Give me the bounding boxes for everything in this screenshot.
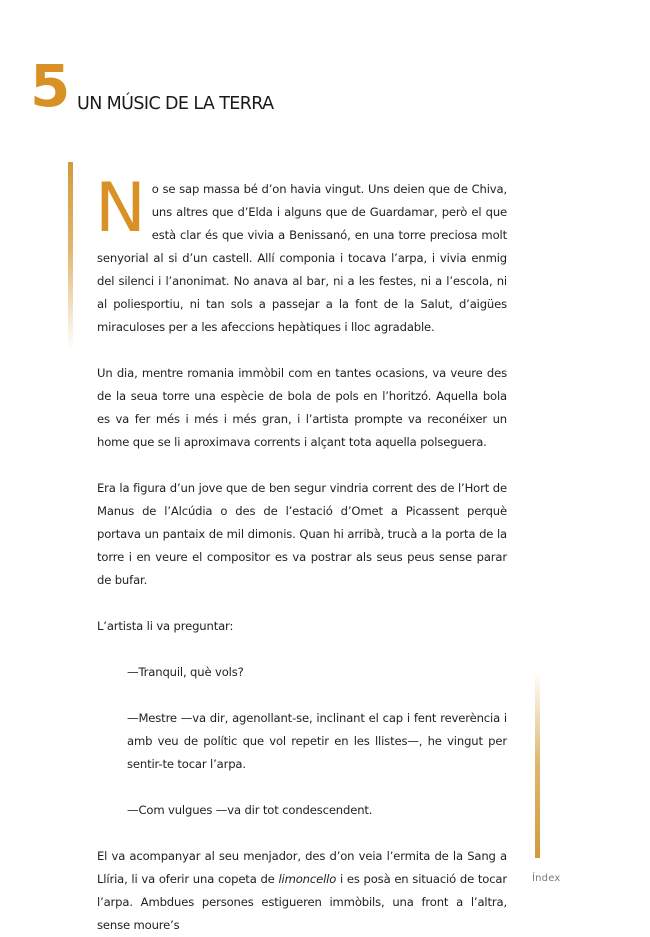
- drop-cap: N: [95, 169, 146, 248]
- chapter-title: UN MÚSIC DE LA TERRA: [77, 94, 274, 114]
- paragraph: L’artista li va preguntar:: [97, 619, 234, 633]
- paragraph-text: i es posà en situació de tocar l’arpa. Ambdues persones estigueren immòbils, una front a l’altra, sense moure’s: [97, 872, 507, 932]
- paragraph-text: El va acompanyar al seu menjador, des d’on veia l’ermita de la Sang a Llíria, li va oferir una copeta de: [97, 849, 507, 886]
- paragraph: [97, 845, 507, 937]
- decorative-bar-left: [68, 162, 73, 350]
- decorative-bar-right: [535, 672, 540, 858]
- chapter-number: 5: [30, 52, 70, 120]
- dialogue-line: —Com vulgues —va dir tot condescendent.: [127, 803, 373, 817]
- paragraph: Era la figura d’un jove que de ben segur vindria corrent des de l’Hort de Manus de l’Alcúdia o des de l’estació d’Omet a Picassent perquè portava un pantaix de mil dimonis. Quan hi arribà, trucà a la porta de la torre i en veure el compositor es va postrar als seus peus sense parar de bufar.: [97, 481, 507, 587]
- paragraph-text: o se sap massa bé d’on havia vingut. Uns deien que de Chiva, uns altres que d’Elda i alguns que de Guardamar, però el que està clar és que vivia a Benissanó, en una torre preciosa molt senyorial al si d’un castell. Allí componia i tocava l’arpa, i vivia enmig del silenci i l’anonimat. No anava al bar, ni a les festes, ni a l’escola, ni al poliesportiu, ni tan sols a passejar a la font de la Salut, d’aigües miraculoses per a les afeccions hepàtiques i lloc agradable.: [97, 182, 507, 334]
- dialogue-line: —Tranquil, què vols?: [127, 665, 244, 679]
- paragraph: Un dia, mentre romania immòbil com en tantes ocasions, va veure des de la seua torre una espècie de bola de pols en l’horitzó. Aquella bola es va fer més i més i més gran, i l’artista prompte va reconéixer un home que se li aproximava corrents i alçant tota aquella polseguera.: [97, 366, 507, 449]
- dialogue-line: —Mestre —va dir, agenollant-se, inclinant el cap i fent reverència i amb veu de polític que vol repetir en les llistes—, he vingut per sentir-te tocar l’arpa.: [127, 711, 507, 771]
- index-link[interactable]: Índex: [532, 873, 561, 884]
- paragraph: [95, 169, 507, 339]
- body-text: [95, 169, 507, 937]
- emphasis-text: limoncello: [278, 872, 337, 886]
- chapter-heading: [30, 52, 450, 120]
